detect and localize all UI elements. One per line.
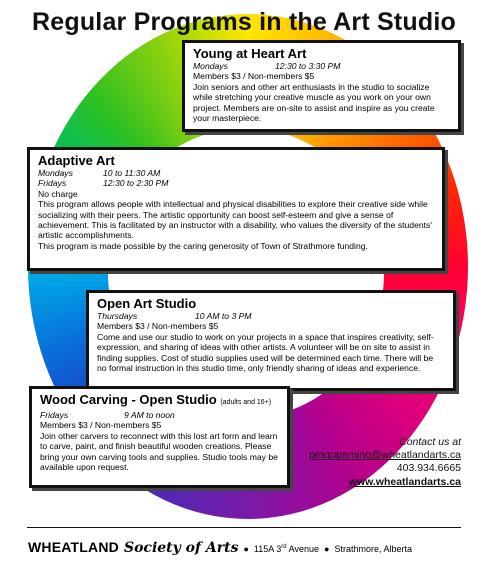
program-box-young-at-heart [182,40,461,132]
schedule-day: Mondays [193,61,228,71]
program-description: Come and use our studio to work on your projects in a space that inspires creativity, self-expression, and sharing of ideas with other artists. A volunteer will be on site to assist in finding supplies. Cost of studio supplies used will be determined each time. There will be no formal instruction in this studio time, only friendly sharing of ideas and experience. [97,331,434,374]
program-heading: Open Art Studio [97,296,197,311]
org-society-logotype: Society of Arts [123,540,239,556]
schedule-time: 10 AM to 3 PM [195,311,252,321]
schedule-time: 12:30 to 2:30 PM [103,178,169,189]
program-box-open-art-studio [86,290,456,391]
schedule-time: 10 to 11:30 AM [103,168,161,178]
program-fee: No charge [38,188,78,199]
contact-phone: 403.934.6665 [396,462,461,475]
schedule-day: Mondays [38,168,73,178]
program-description: Join seniors and other art enthusiasts in the studio to socialize while stretching your creative muscle as you work on your own project. Members are on-site to assist and inspire as you create your masterpiece. [193,81,435,124]
schedule-day: Fridays [38,178,67,189]
program-age-note: (adults and 16+) [220,399,272,406]
schedule-time: 9 AM to noon [124,410,175,420]
program-schedule [40,410,279,420]
program-fee: Members $3 / Non-members $5 [193,71,315,82]
address-ordinal: rd [281,544,287,550]
schedule-day: Thursdays [97,311,138,321]
program-fee: Members $3 / Non-members $5 [97,321,219,332]
program-box-wood-carving [29,386,290,488]
footer-address [254,544,319,554]
contact-website-link[interactable]: www.wheatlandarts.ca [348,475,461,488]
footer-divider [27,527,461,528]
address-number: 115A 3 [253,544,282,554]
contact-email-link[interactable]: programming@wheatlandarts.ca [309,449,461,462]
separator-dot-icon: ● [324,544,330,554]
program-heading: Young at Heart Art [193,46,307,61]
program-fee: Members $3 / Non-members $5 [40,420,162,431]
address-street: Avenue [288,544,320,554]
program-schedule [193,61,450,71]
page-title: Regular Programs in the Art Studio [32,8,456,36]
program-heading: Adaptive Art [38,153,115,168]
org-name: WHEATLAND [28,539,119,555]
contact-heading: Contact us at [399,436,461,448]
program-schedule [38,168,434,178]
program-box-adaptive-art [27,147,445,271]
footer-city: Strathmore, Alberta [334,544,412,554]
schedule-day: Fridays [40,410,69,420]
program-schedule [38,178,434,188]
program-schedule [97,311,445,321]
separator-dot-icon: ● [243,544,249,554]
program-heading-row [40,392,279,410]
footer [28,539,468,556]
program-heading: Wood Carving - Open Studio [40,392,217,407]
schedule-time: 12:30 to 3:30 PM [275,61,341,71]
contact-block [309,436,461,489]
program-description: This program allows people with intellectual and physical disabilities to explore their creative side while socializing with their peers. The artistic opportunity can boost self-esteem and give a sense of achievement. This is facilitated by an instructor with a disability, who values the diversity of the students' artistic accomplishments. [38,199,432,241]
program-description: Join other carvers to reconnect with this lost art form and learn to carve, paint, and finish beautiful wooden creations. Please bring your own carving tools and supplies. Studio tools may be available upon request. [40,430,278,473]
program-funding-note: This program is made possible by the caring generosity of Town of Strathmore funding. [38,240,368,251]
